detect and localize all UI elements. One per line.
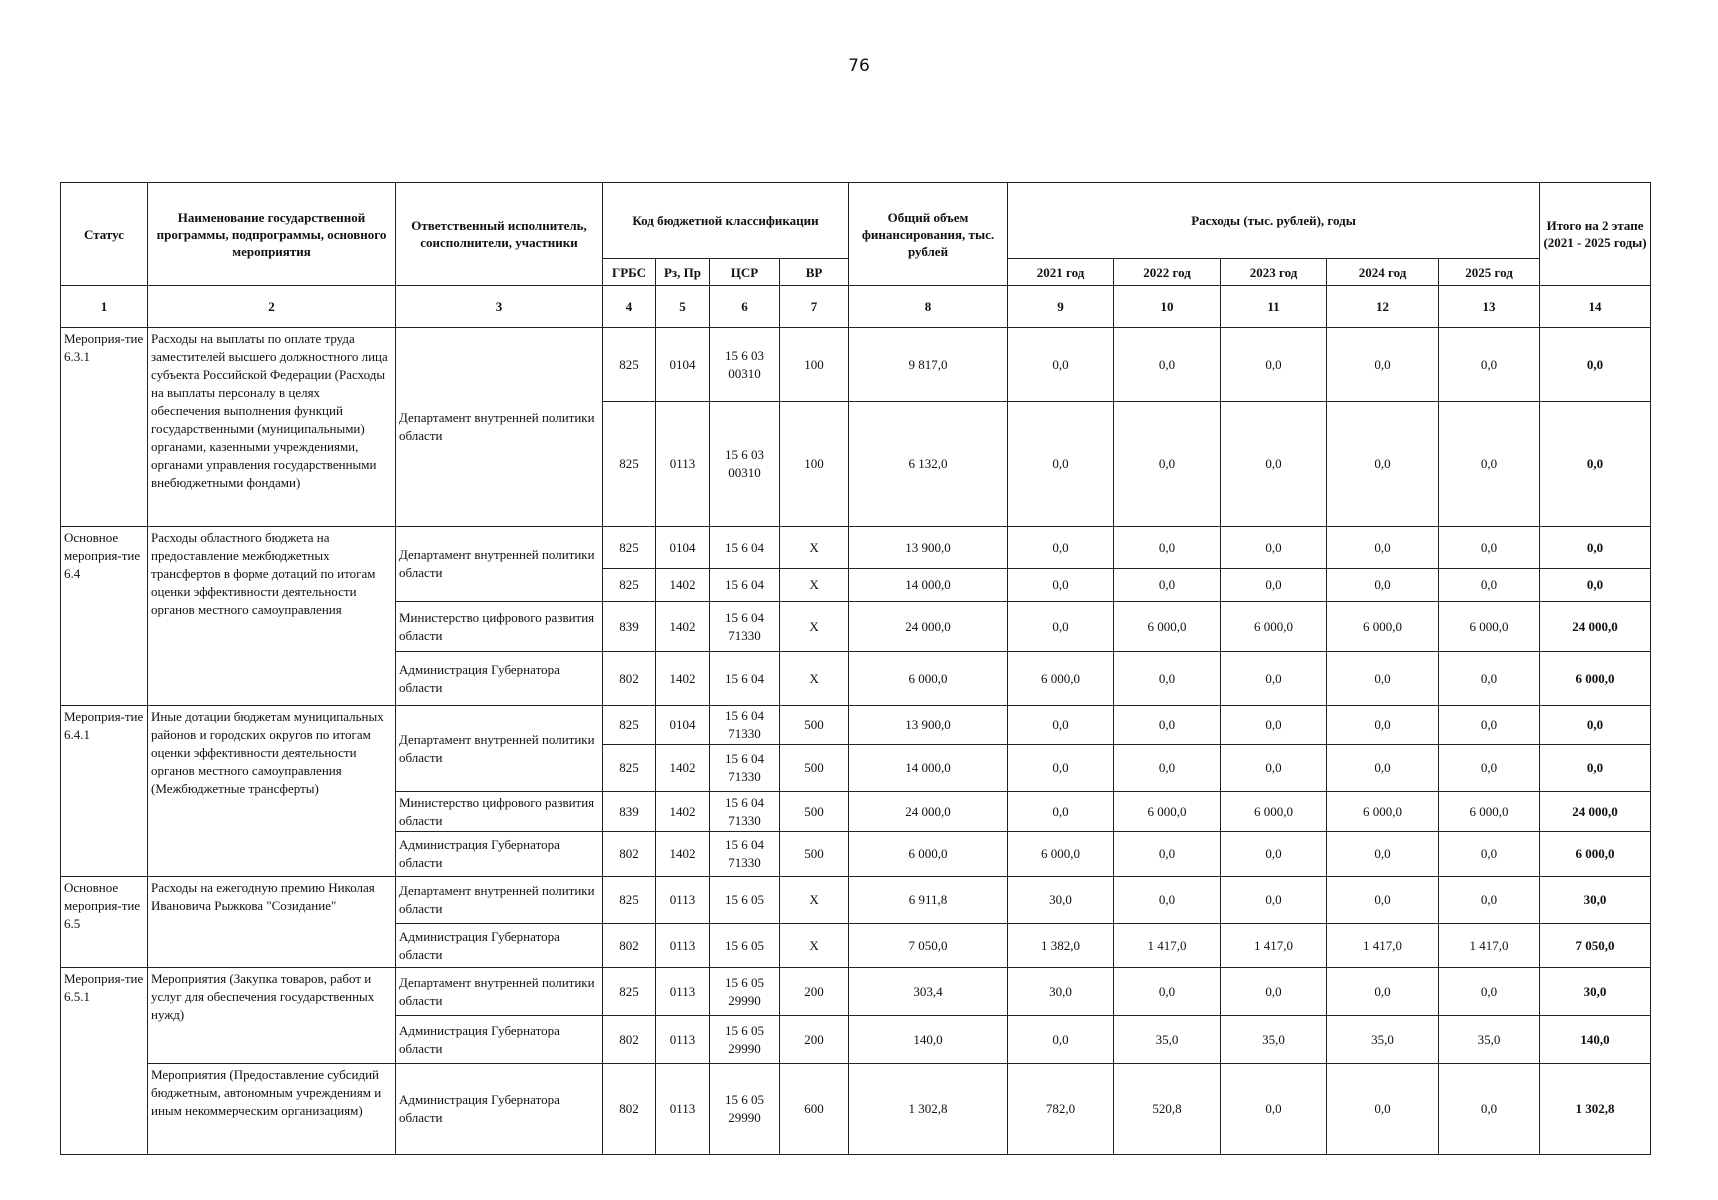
cell-2024: 0,0 [1327,877,1439,924]
col-number: 3 [396,286,603,328]
cell-vr: 500 [780,832,849,877]
cell-2024: 1 417,0 [1327,924,1439,968]
row-executor: Департамент внутренней политики области [396,328,603,527]
cell-total: 6 000,0 [849,652,1008,706]
cell-2021: 0,0 [1008,527,1114,569]
cell-total: 13 900,0 [849,527,1008,569]
cell-vr: Х [780,527,849,569]
cell-2023: 0,0 [1221,569,1327,602]
cell-2024: 6 000,0 [1327,602,1439,652]
cell-2023: 35,0 [1221,1016,1327,1064]
cell-2022: 0,0 [1114,652,1221,706]
cell-csr: 15 6 05 29990 [710,968,780,1016]
cell-2025: 0,0 [1439,877,1540,924]
table-row [61,968,1651,1016]
cell-vr: 600 [780,1064,849,1155]
row-status: Мероприя-тие 6.4.1 [61,706,148,877]
cell-grbs: 802 [603,924,656,968]
cell-total: 9 817,0 [849,328,1008,402]
cell-grbs: 825 [603,877,656,924]
row-executor: Департамент внутренней политики области [396,527,603,602]
cell-rzpr: 0113 [656,1016,710,1064]
cell-2022: 0,0 [1114,706,1221,745]
cell-csr: 15 6 04 71330 [710,706,780,745]
cell-rzpr: 1402 [656,832,710,877]
cell-2023: 1 417,0 [1221,924,1327,968]
row-executor: Департамент внутренней политики области [396,877,603,924]
cell-2023: 0,0 [1221,328,1327,402]
header-executor: Ответственный исполнитель, соисполнители, участники [396,183,603,286]
cell-2022: 0,0 [1114,832,1221,877]
cell-csr: 15 6 04 71330 [710,602,780,652]
cell-csr: 15 6 04 71330 [710,745,780,792]
cell-grbs: 802 [603,1064,656,1155]
cell-2024: 6 000,0 [1327,792,1439,832]
cell-2024: 0,0 [1327,968,1439,1016]
cell-csr: 15 6 03 00310 [710,328,780,402]
cell-2021: 0,0 [1008,402,1114,527]
cell-stage-total: 24 000,0 [1540,792,1651,832]
header-kbk: Код бюджетной классификации [603,183,849,259]
cell-rzpr: 1402 [656,652,710,706]
cell-grbs: 802 [603,832,656,877]
cell-stage-total: 0,0 [1540,328,1651,402]
cell-stage-total: 0,0 [1540,569,1651,602]
cell-csr: 15 6 05 29990 [710,1064,780,1155]
cell-stage-total: 1 302,8 [1540,1064,1651,1155]
cell-2025: 6 000,0 [1439,792,1540,832]
cell-csr: 15 6 03 00310 [710,402,780,527]
cell-vr: 500 [780,706,849,745]
cell-stage-total: 0,0 [1540,527,1651,569]
cell-2024: 0,0 [1327,706,1439,745]
cell-2025: 0,0 [1439,1064,1540,1155]
row-executor: Администрация Губернатора области [396,1064,603,1155]
cell-2024: 35,0 [1327,1016,1439,1064]
header-2022: 2022 год [1114,259,1221,286]
cell-2023: 0,0 [1221,706,1327,745]
cell-vr: 200 [780,1016,849,1064]
row-status: Основное мероприя-тие 6.4 [61,527,148,706]
cell-stage-total: 30,0 [1540,877,1651,924]
cell-2024: 0,0 [1327,745,1439,792]
header-grbs: ГРБС [603,259,656,286]
cell-2021: 6 000,0 [1008,652,1114,706]
cell-csr: 15 6 05 [710,924,780,968]
cell-grbs: 825 [603,706,656,745]
cell-vr: Х [780,924,849,968]
cell-2021: 782,0 [1008,1064,1114,1155]
cell-2022: 0,0 [1114,968,1221,1016]
col-number: 9 [1008,286,1114,328]
cell-2023: 0,0 [1221,652,1327,706]
cell-vr: Х [780,877,849,924]
col-number: 6 [710,286,780,328]
cell-stage-total: 6 000,0 [1540,832,1651,877]
header-stage-total: Итого на 2 этапе (2021 - 2025 годы) [1540,183,1651,286]
col-number: 5 [656,286,710,328]
col-number: 7 [780,286,849,328]
row-executor: Департамент внутренней политики области [396,706,603,792]
cell-2024: 0,0 [1327,402,1439,527]
cell-grbs: 802 [603,652,656,706]
cell-2025: 0,0 [1439,652,1540,706]
cell-total: 24 000,0 [849,792,1008,832]
cell-stage-total: 30,0 [1540,968,1651,1016]
cell-grbs: 825 [603,402,656,527]
cell-vr: Х [780,569,849,602]
cell-csr: 15 6 04 71330 [710,832,780,877]
cell-total: 14 000,0 [849,745,1008,792]
cell-2023: 6 000,0 [1221,602,1327,652]
cell-rzpr: 0113 [656,924,710,968]
cell-rzpr: 0113 [656,968,710,1016]
row-executor: Администрация Губернатора области [396,924,603,968]
header-rzpr: Рз, Пр [656,259,710,286]
row-name: Расходы областного бюджета на предоставление межбюджетных трансфертов в форме дотаций по итогам оценки эффективности деятельности органов местного самоуправления [148,527,396,706]
cell-stage-total: 0,0 [1540,706,1651,745]
cell-grbs: 825 [603,328,656,402]
cell-2021: 30,0 [1008,968,1114,1016]
cell-grbs: 802 [603,1016,656,1064]
cell-total: 6 000,0 [849,832,1008,877]
cell-2022: 520,8 [1114,1064,1221,1155]
cell-2023: 0,0 [1221,402,1327,527]
cell-2025: 0,0 [1439,832,1540,877]
cell-rzpr: 1402 [656,602,710,652]
cell-2025: 0,0 [1439,745,1540,792]
cell-2022: 0,0 [1114,402,1221,527]
cell-2021: 0,0 [1008,792,1114,832]
cell-2025: 0,0 [1439,968,1540,1016]
cell-vr: 500 [780,792,849,832]
cell-grbs: 825 [603,968,656,1016]
row-status: Основное мероприя-тие 6.5 [61,877,148,968]
cell-2025: 0,0 [1439,527,1540,569]
cell-2022: 0,0 [1114,527,1221,569]
cell-2022: 1 417,0 [1114,924,1221,968]
header-status: Статус [61,183,148,286]
budget-table [60,182,1651,1155]
cell-stage-total: 0,0 [1540,745,1651,792]
col-number: 11 [1221,286,1327,328]
header-2021: 2021 год [1008,259,1114,286]
cell-2021: 0,0 [1008,602,1114,652]
cell-2021: 0,0 [1008,1016,1114,1064]
row-name: Расходы на выплаты по оплате труда заместителей высшего должностного лица субъекта Российской Федерации (Расходы на выплаты персоналу в целях обеспечения выполнения функций государственными (муниципальными) органами, казенными учреждениями, органами управления государственными внебюджетными фондами) [148,328,396,527]
cell-grbs: 825 [603,527,656,569]
cell-2021: 1 382,0 [1008,924,1114,968]
cell-total: 14 000,0 [849,569,1008,602]
cell-2024: 0,0 [1327,1064,1439,1155]
cell-2025: 1 417,0 [1439,924,1540,968]
row-name: Мероприятия (Закупка товаров, работ и услуг для обеспечения государственных нужд) [148,968,396,1064]
cell-total: 140,0 [849,1016,1008,1064]
col-number: 4 [603,286,656,328]
row-executor: Администрация Губернатора области [396,832,603,877]
cell-rzpr: 1402 [656,745,710,792]
cell-2024: 0,0 [1327,832,1439,877]
row-executor: Министерство цифрового развития области [396,792,603,832]
cell-2021: 0,0 [1008,569,1114,602]
cell-2023: 0,0 [1221,968,1327,1016]
cell-2025: 6 000,0 [1439,602,1540,652]
cell-2023: 0,0 [1221,745,1327,792]
cell-2025: 0,0 [1439,402,1540,527]
table-row [61,706,1651,745]
cell-total: 7 050,0 [849,924,1008,968]
cell-2021: 0,0 [1008,745,1114,792]
cell-2022: 35,0 [1114,1016,1221,1064]
row-executor: Администрация Губернатора области [396,1016,603,1064]
header-csr: ЦСР [710,259,780,286]
cell-2025: 0,0 [1439,706,1540,745]
cell-rzpr: 1402 [656,792,710,832]
cell-2025: 0,0 [1439,569,1540,602]
header-total-volume: Общий объем финансирования, тыс. рублей [849,183,1008,286]
header-2024: 2024 год [1327,259,1439,286]
cell-stage-total: 7 050,0 [1540,924,1651,968]
cell-2024: 0,0 [1327,652,1439,706]
cell-2025: 0,0 [1439,328,1540,402]
cell-total: 6 911,8 [849,877,1008,924]
cell-2021: 6 000,0 [1008,832,1114,877]
cell-stage-total: 6 000,0 [1540,652,1651,706]
cell-csr: 15 6 04 [710,652,780,706]
cell-rzpr: 0113 [656,1064,710,1155]
row-status: Мероприя-тие 6.3.1 [61,328,148,527]
col-number: 8 [849,286,1008,328]
row-executor: Департамент внутренней политики области [396,968,603,1016]
header-vr: ВР [780,259,849,286]
cell-vr: Х [780,602,849,652]
cell-2023: 0,0 [1221,1064,1327,1155]
col-number: 1 [61,286,148,328]
row-name: Расходы на ежегодную премию Николая Ивановича Рыжкова "Созидание" [148,877,396,968]
cell-csr: 15 6 04 [710,569,780,602]
header-2025: 2025 год [1439,259,1540,286]
cell-2021: 0,0 [1008,328,1114,402]
cell-grbs: 839 [603,602,656,652]
cell-vr: 100 [780,328,849,402]
row-executor: Администрация Губернатора области [396,652,603,706]
row-executor: Министерство цифрового развития области [396,602,603,652]
col-number: 10 [1114,286,1221,328]
cell-stage-total: 140,0 [1540,1016,1651,1064]
cell-2023: 6 000,0 [1221,792,1327,832]
cell-total: 6 132,0 [849,402,1008,527]
cell-2023: 0,0 [1221,832,1327,877]
cell-vr: 200 [780,968,849,1016]
row-status: Мероприя-тие 6.5.1 [61,968,148,1155]
cell-2021: 0,0 [1008,706,1114,745]
cell-2022: 0,0 [1114,328,1221,402]
cell-2022: 6 000,0 [1114,792,1221,832]
cell-grbs: 839 [603,792,656,832]
cell-2024: 0,0 [1327,328,1439,402]
row-name: Мероприятия (Предоставление субсидий бюджетным, автономным учреждениям и иным некоммерческим организациям) [148,1064,396,1155]
cell-2022: 0,0 [1114,569,1221,602]
cell-2022: 0,0 [1114,877,1221,924]
header-name: Наименование государственной программы, подпрограммы, основного мероприятия [148,183,396,286]
cell-total: 24 000,0 [849,602,1008,652]
cell-stage-total: 0,0 [1540,402,1651,527]
cell-rzpr: 0113 [656,877,710,924]
cell-2024: 0,0 [1327,527,1439,569]
cell-stage-total: 24 000,0 [1540,602,1651,652]
cell-2025: 35,0 [1439,1016,1540,1064]
table-row [61,877,1651,924]
cell-rzpr: 0113 [656,402,710,527]
cell-total: 1 302,8 [849,1064,1008,1155]
cell-csr: 15 6 04 [710,527,780,569]
col-number: 14 [1540,286,1651,328]
cell-2022: 6 000,0 [1114,602,1221,652]
cell-grbs: 825 [603,569,656,602]
cell-csr: 15 6 05 29990 [710,1016,780,1064]
cell-vr: Х [780,652,849,706]
cell-2023: 0,0 [1221,877,1327,924]
col-number: 13 [1439,286,1540,328]
cell-2023: 0,0 [1221,527,1327,569]
cell-total: 303,4 [849,968,1008,1016]
table-row [61,1064,1651,1155]
col-number: 12 [1327,286,1439,328]
row-name: Иные дотации бюджетам муниципальных районов и городских округов по итогам оценки эффективности деятельности органов местного самоуправления (Межбюджетные трансферты) [148,706,396,877]
cell-rzpr: 0104 [656,527,710,569]
cell-grbs: 825 [603,745,656,792]
cell-2024: 0,0 [1327,569,1439,602]
cell-rzpr: 0104 [656,328,710,402]
header-2023: 2023 год [1221,259,1327,286]
table-row [61,328,1651,402]
table-row [61,527,1651,569]
cell-2022: 0,0 [1114,745,1221,792]
cell-total: 13 900,0 [849,706,1008,745]
col-number: 2 [148,286,396,328]
cell-csr: 15 6 05 [710,877,780,924]
page-number: 76 [848,56,870,76]
cell-vr: 500 [780,745,849,792]
cell-rzpr: 1402 [656,569,710,602]
cell-2021: 30,0 [1008,877,1114,924]
cell-rzpr: 0104 [656,706,710,745]
cell-csr: 15 6 04 71330 [710,792,780,832]
header-expenses: Расходы (тыс. рублей), годы [1008,183,1540,259]
cell-vr: 100 [780,402,849,527]
